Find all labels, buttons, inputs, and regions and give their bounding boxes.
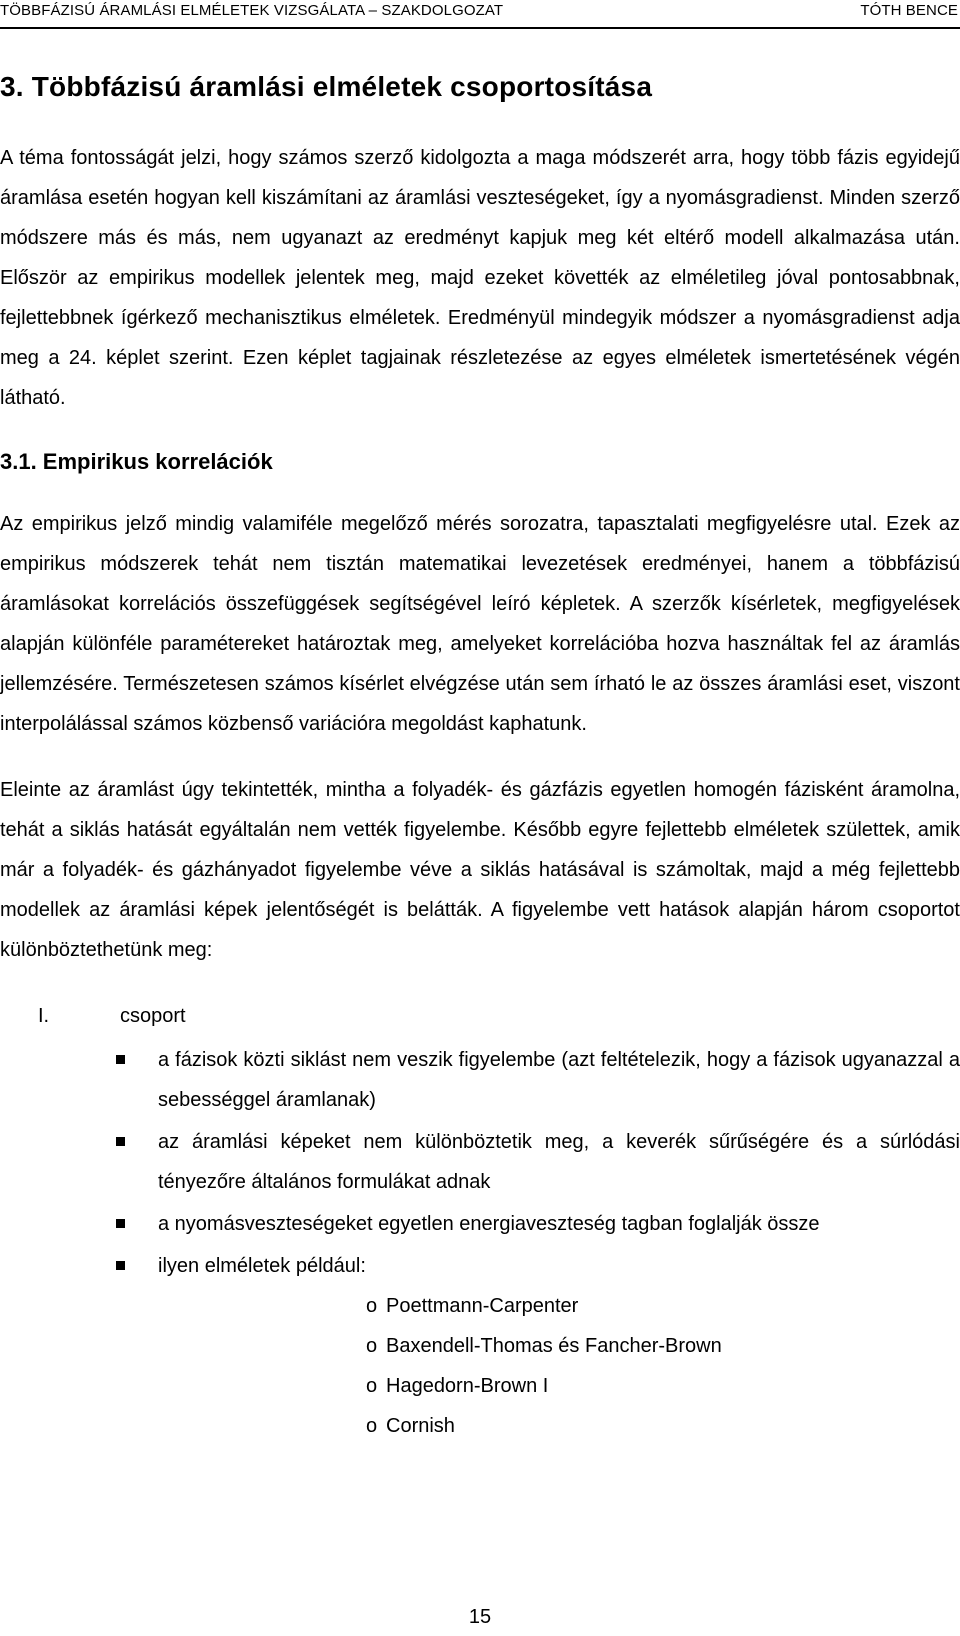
group-number: I. — [38, 1005, 50, 1027]
header-author: TÓTH BENCE — [860, 2, 958, 19]
circle-bullet-icon: o — [366, 1295, 378, 1317]
intro-paragraph: A téma fontosságát jelzi, hogy számos szerző kidolgozta a maga módszerét arra, hogy több fázis egyidejű áramlása esetén hogyan kell kiszámítani az áramlási veszteségeket, így a nyomásgradienst. Minden szerző módszere más és más, nem ugyanazt az eredményt kapjuk meg két eltérő modell alkalmazása után. Először az empirikus modellek jelentek meg, majd ezeket követték az elméletileg jóval pontosabbnak, fejlettebbnek ígérkező mechanisztikus elméletek. Eredményül mindegyik módszer a nyomásgradienst adja meg a 24. képlet szerint. Ezen képlet tagjainak részletezése az egyes elméletek ismertetésének végén látható. — [0, 147, 960, 409]
history-paragraph: Eleinte az áramlást úgy tekintették, mintha a folyadék- és gázfázis egyetlen homogén fázisként áramolna, tehát a siklás hatását egyáltalán nem vették figyelembe. Később egyre fejlettebb elméletek születtek, amik már a folyadék- és gázhányadot figyelembe véve a siklás hatásával is számoltak, majd a még fejlettebb modellek az áramlási képek jelentőségét is belátták. A figyelembe vett hatások alapján három csoportot különböztethetünk meg: — [0, 779, 960, 961]
circle-bullet-icon: o — [366, 1415, 378, 1437]
bullet-text: ilyen elméletek például: — [158, 1255, 366, 1277]
square-bullet-icon — [116, 1261, 125, 1270]
running-header — [0, 0, 960, 30]
header-rule — [0, 27, 960, 29]
square-bullet-icon — [116, 1137, 125, 1146]
example-item — [158, 1286, 960, 1326]
page-number: 15 — [468, 1606, 492, 1628]
section-title: 3.1. Empirikus korrelációk — [0, 449, 273, 474]
bullet-item — [0, 1204, 960, 1244]
bullet-item — [0, 1246, 960, 1446]
example-item — [158, 1326, 960, 1366]
bullet-item — [0, 1122, 960, 1202]
page-body — [0, 62, 960, 1448]
example-item — [158, 1366, 960, 1406]
square-bullet-icon — [116, 1055, 125, 1064]
example-text: Poettmann-Carpenter — [386, 1295, 579, 1317]
circle-bullet-icon: o — [366, 1335, 378, 1357]
group-heading — [0, 996, 960, 1040]
bullet-text: az áramlási képeket nem különböztetik meg, a keverék sűrűségére és a súrlódási tényezőre általános formulákat adnak — [158, 1131, 960, 1193]
header-title: TÖBBFÁZISÚ ÁRAMLÁSI ELMÉLETEK VIZSGÁLATA – SZAKDOLGOZAT — [0, 2, 504, 19]
example-text: Hagedorn-Brown I — [386, 1375, 549, 1397]
empirical-paragraph: Az empirikus jelző mindig valamiféle megelőző mérés sorozatra, tapasztalati megfigyelésre utal. Ezek az empirikus módszerek tehát nem tisztán matematikai levezetések eredményei, hanem a többfázisú áramlásokat korrelációs összefüggések segítségével leíró képletek. A szerzők kísérletek, megfigyelések alapján különféle paramétereket határoztak meg, amelyeket korrelációba hozva használtak fel az áramlás jellemzésére. Természetesen számos kísérlet elvégzése után sem írható le az összes áramlási eset, viszont interpolálással számos közbenső variációra megoldást kaphatunk. — [0, 513, 960, 735]
bullet-text: a nyomásveszteségeket egyetlen energiaveszteség tagban foglalják össze — [158, 1213, 820, 1235]
example-text: Baxendell-Thomas és Fancher-Brown — [386, 1335, 722, 1357]
group-label: csoport — [120, 1005, 186, 1027]
group-list — [0, 996, 960, 1446]
example-list — [158, 1286, 960, 1446]
bullet-text: a fázisok közti siklást nem veszik figyelembe (azt feltételezik, hogy a fázisok ugyanazzal a sebességgel áramlanak) — [158, 1049, 960, 1111]
circle-bullet-icon: o — [366, 1375, 378, 1397]
example-text: Cornish — [386, 1415, 455, 1437]
square-bullet-icon — [116, 1219, 125, 1228]
chapter-title: 3. Többfázisú áramlási elméletek csoportosítása — [0, 71, 653, 102]
bullet-item — [0, 1040, 960, 1120]
example-item — [158, 1406, 960, 1446]
group-bullets — [0, 1040, 960, 1446]
